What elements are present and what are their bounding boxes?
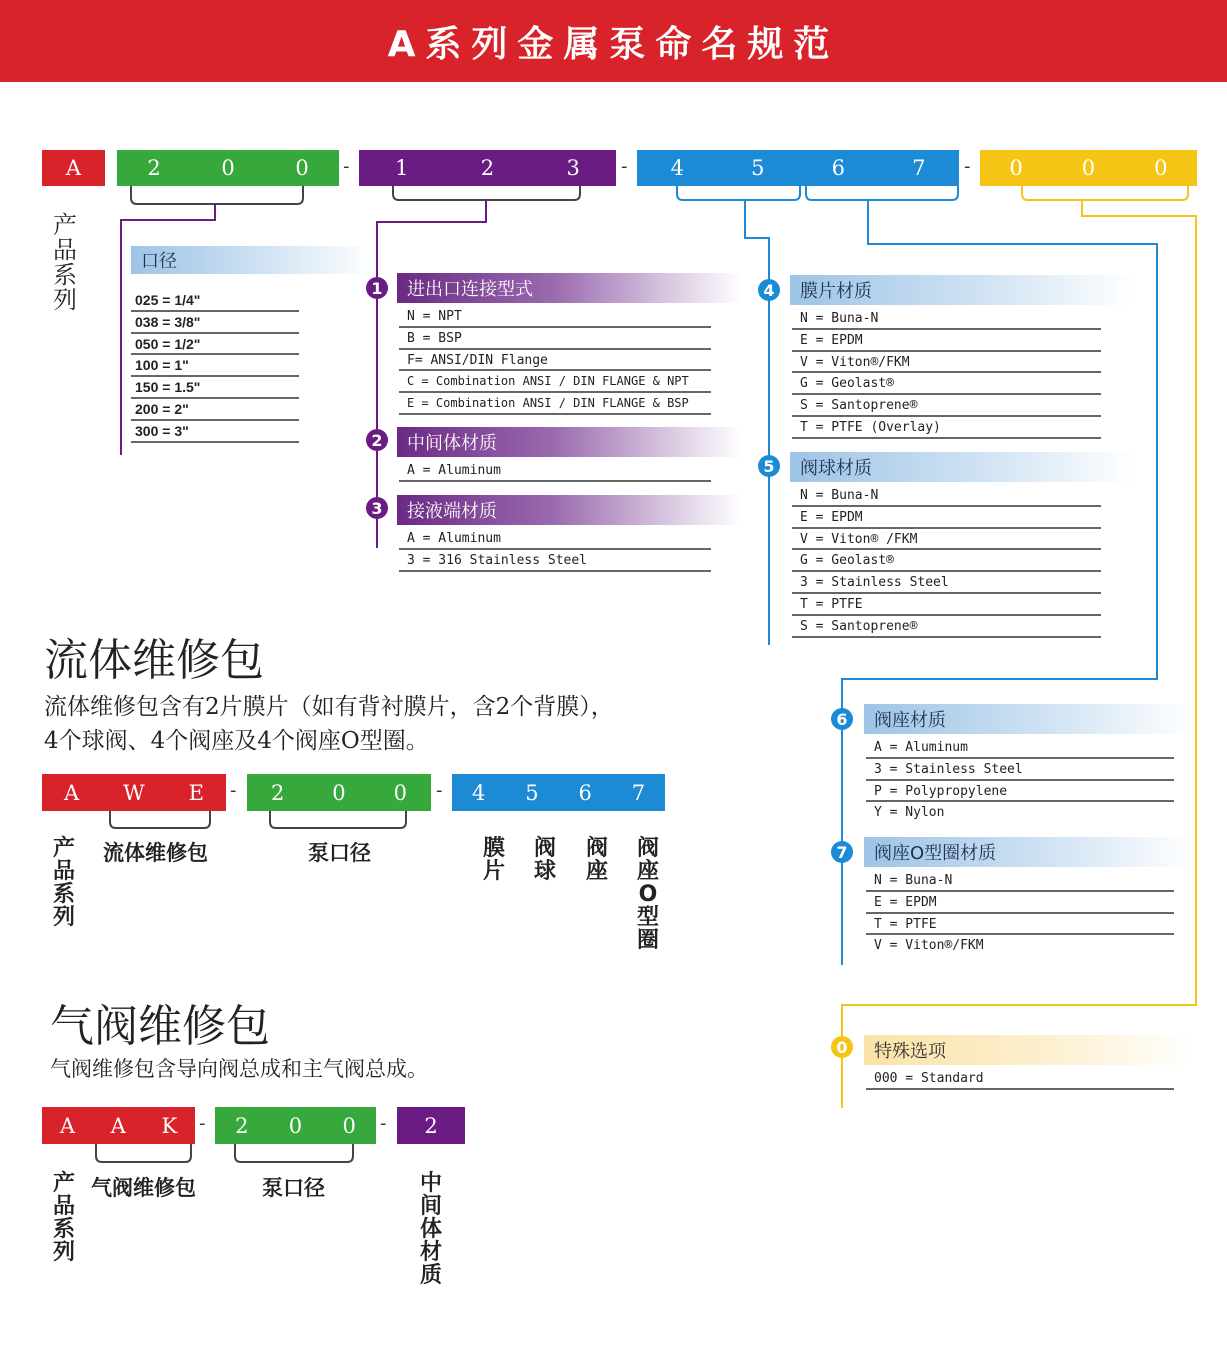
fluid-series-label: 产品系列 bbox=[52, 836, 75, 930]
section-center-body-list bbox=[399, 460, 711, 482]
section-header-center-body: 中间体材质 bbox=[397, 427, 742, 457]
option-row: Y = Nylon bbox=[874, 805, 945, 821]
option-row: A = Aluminum bbox=[866, 737, 1174, 759]
fluid-oring-label: 阀座O型圈 bbox=[636, 836, 659, 953]
section-connection-list bbox=[399, 306, 711, 415]
size-row: 200 = 2" bbox=[131, 399, 299, 421]
option-row: N = Buna-N bbox=[866, 870, 1174, 892]
air-code-char: A bbox=[110, 1113, 126, 1138]
fluid-code-size-box bbox=[247, 774, 431, 811]
fluid-code-char: 7 bbox=[631, 780, 646, 805]
fluid-code-materials-box bbox=[452, 774, 665, 811]
section-badge: 4 bbox=[758, 279, 780, 301]
section-header-connection: 进出口连接型式 bbox=[397, 273, 742, 303]
code-separator: - bbox=[621, 156, 628, 177]
air-code-char: A bbox=[59, 1113, 75, 1138]
code-connection-char: 3 bbox=[566, 156, 580, 180]
code-connection-char: 1 bbox=[395, 156, 409, 180]
option-row: N = Buna-N bbox=[792, 308, 1101, 330]
option-row: N = Buna-N bbox=[792, 485, 1101, 507]
code-separator: - bbox=[964, 156, 971, 177]
fluid-code-char: 0 bbox=[332, 780, 346, 805]
size-row: 038 = 3/8" bbox=[131, 312, 299, 334]
fluid-code-char: 4 bbox=[471, 780, 486, 805]
option-row: 3 = 316 Stainless Steel bbox=[399, 550, 711, 572]
code-size-char: 0 bbox=[295, 156, 309, 180]
section-ball-list bbox=[792, 485, 1101, 638]
fluid-ball-label: 阀球 bbox=[533, 836, 556, 884]
size-row: 050 = 1/2" bbox=[131, 334, 299, 356]
option-row: T = PTFE bbox=[792, 594, 1101, 616]
air-code-char: 2 bbox=[424, 1113, 438, 1138]
fluid-kit-desc-line2: 4个球阀、4个阀座及4个阀座O型圈。 bbox=[44, 728, 429, 754]
code-connection-char: 2 bbox=[480, 156, 495, 180]
fluid-code-char: 5 bbox=[525, 780, 539, 805]
air-code-char: 0 bbox=[288, 1113, 303, 1138]
fluid-code-char: 6 bbox=[578, 780, 592, 805]
size-row: 025 = 1/4" bbox=[131, 290, 299, 312]
option-row: N = NPT bbox=[399, 306, 711, 328]
code-separator: - bbox=[230, 780, 237, 801]
code-material-char: 4 bbox=[670, 156, 684, 180]
section-badge: 5 bbox=[758, 455, 780, 477]
code-connection-box bbox=[359, 150, 616, 186]
fluid-code-prefix-box bbox=[42, 774, 226, 811]
code-series-char: A bbox=[65, 156, 82, 180]
section-seat-oring-list bbox=[866, 870, 1174, 957]
option-row: 3 = Stainless Steel bbox=[866, 759, 1174, 781]
section-header-wetted: 接液端材质 bbox=[397, 495, 742, 525]
fluid-code-char: W bbox=[123, 780, 145, 805]
code-material-char: 7 bbox=[912, 156, 926, 180]
fluid-size-label: 泵口径 bbox=[308, 841, 371, 865]
option-row: A = Aluminum bbox=[399, 460, 711, 482]
code-option-char: 0 bbox=[1081, 156, 1096, 180]
fluid-kit-desc-line1: 流体维修包含有2片膜片（如有背衬膜片，含2个背膜）， bbox=[44, 694, 614, 720]
air-kit-label: 气阀维修包 bbox=[91, 1176, 196, 1200]
section-wetted-list bbox=[399, 528, 711, 572]
air-code-prefix-box bbox=[42, 1107, 195, 1144]
option-row: G = Geolast® bbox=[792, 373, 1101, 395]
section-diaphragm-list bbox=[792, 308, 1101, 439]
code-size-char: 2 bbox=[147, 156, 161, 180]
option-row: T = PTFE (Overlay) bbox=[792, 417, 1101, 439]
section-badge: 0 bbox=[831, 1036, 853, 1058]
code-separator: - bbox=[380, 1113, 387, 1134]
option-row: V = Viton® /FKM bbox=[792, 529, 1101, 551]
code-materials-box bbox=[637, 150, 959, 186]
option-row: C = Combination ANSI / DIN FLANGE & NPT bbox=[399, 371, 711, 393]
air-code-char: 0 bbox=[342, 1113, 356, 1138]
size-row: 150 = 1.5" bbox=[131, 377, 299, 399]
option-row: B = BSP bbox=[399, 328, 711, 350]
code-size-box bbox=[117, 150, 339, 186]
section-header-seat: 阀座材质 bbox=[864, 704, 1194, 734]
fluid-seat-label: 阀座 bbox=[585, 836, 608, 884]
fluid-code-char: 2 bbox=[270, 780, 285, 805]
fluid-code-char: A bbox=[63, 780, 80, 805]
option-row: E = EPDM bbox=[792, 330, 1101, 352]
option-row: E = EPDM bbox=[792, 507, 1101, 529]
section-seat-list bbox=[866, 737, 1174, 824]
option-row: P = Polypropylene bbox=[866, 781, 1174, 803]
section-header-ball: 阀球材质 bbox=[790, 452, 1135, 482]
air-size-label: 泵口径 bbox=[262, 1176, 325, 1200]
code-option-char: 0 bbox=[1009, 156, 1023, 180]
size-table bbox=[131, 290, 299, 443]
section-badge: 7 bbox=[831, 841, 853, 863]
option-row: S = Santoprene® bbox=[792, 395, 1101, 417]
air-code-char: 2 bbox=[235, 1113, 249, 1138]
option-row: E = Combination ANSI / DIN FLANGE & BSP bbox=[399, 393, 711, 415]
size-row: 300 = 3" bbox=[131, 421, 299, 443]
option-row: F= ANSI/DIN Flange bbox=[399, 350, 711, 372]
air-series-label: 产品系列 bbox=[52, 1171, 75, 1265]
fluid-code-char: E bbox=[188, 780, 204, 805]
code-size-char: 0 bbox=[221, 156, 235, 180]
section-badge: 6 bbox=[831, 708, 853, 730]
option-row: 3 = Stainless Steel bbox=[792, 572, 1101, 594]
option-row: A = Aluminum bbox=[399, 528, 711, 550]
section-header-diaphragm: 膜片材质 bbox=[790, 275, 1135, 305]
air-kit-title: 气阀维修包 bbox=[50, 1001, 270, 1052]
code-option-char: 0 bbox=[1154, 156, 1168, 180]
air-code-size-box bbox=[215, 1107, 376, 1144]
fluid-kit-label: 流体维修包 bbox=[103, 841, 208, 865]
code-series-box bbox=[42, 150, 105, 186]
series-label: 产品系列 bbox=[53, 211, 77, 314]
code-material-char: 5 bbox=[751, 156, 765, 180]
code-separator: - bbox=[199, 1113, 206, 1134]
option-row: V = Viton®/FKM bbox=[874, 938, 984, 954]
code-options-box bbox=[980, 150, 1197, 186]
option-row: S = Santoprene® bbox=[792, 616, 1101, 638]
option-row: T = PTFE bbox=[866, 914, 1174, 936]
fluid-diaphragm-label: 膜片 bbox=[482, 836, 505, 884]
air-code-center-box bbox=[397, 1107, 465, 1144]
section-header-seat-oring: 阀座O型圈材质 bbox=[864, 837, 1194, 867]
air-kit-desc: 气阀维修包含导向阀总成和主气阀总成。 bbox=[50, 1057, 428, 1081]
code-separator: - bbox=[343, 156, 350, 177]
section-badge: 2 bbox=[366, 429, 388, 451]
page-title: A系列金属泵命名规范 bbox=[0, 0, 1227, 82]
option-row: 000 = Standard bbox=[866, 1068, 1174, 1090]
code-material-char: 6 bbox=[831, 156, 845, 180]
section-header-special: 特殊选项 bbox=[864, 1035, 1194, 1065]
section-badge: 3 bbox=[366, 497, 388, 519]
code-separator: - bbox=[436, 780, 443, 801]
fluid-code-char: 0 bbox=[393, 780, 407, 805]
fluid-kit-title: 流体维修包 bbox=[44, 635, 264, 686]
air-center-label: 中间体材质 bbox=[419, 1171, 442, 1288]
air-code-char: K bbox=[161, 1113, 178, 1138]
section-special-list bbox=[866, 1068, 1174, 1090]
section-badge: 1 bbox=[366, 277, 388, 299]
size-table-header: 口径 bbox=[131, 246, 371, 274]
option-row: E = EPDM bbox=[866, 892, 1174, 914]
size-row: 100 = 1" bbox=[131, 355, 299, 377]
option-row: G = Geolast® bbox=[792, 550, 1101, 572]
option-row: V = Viton®/FKM bbox=[792, 352, 1101, 374]
